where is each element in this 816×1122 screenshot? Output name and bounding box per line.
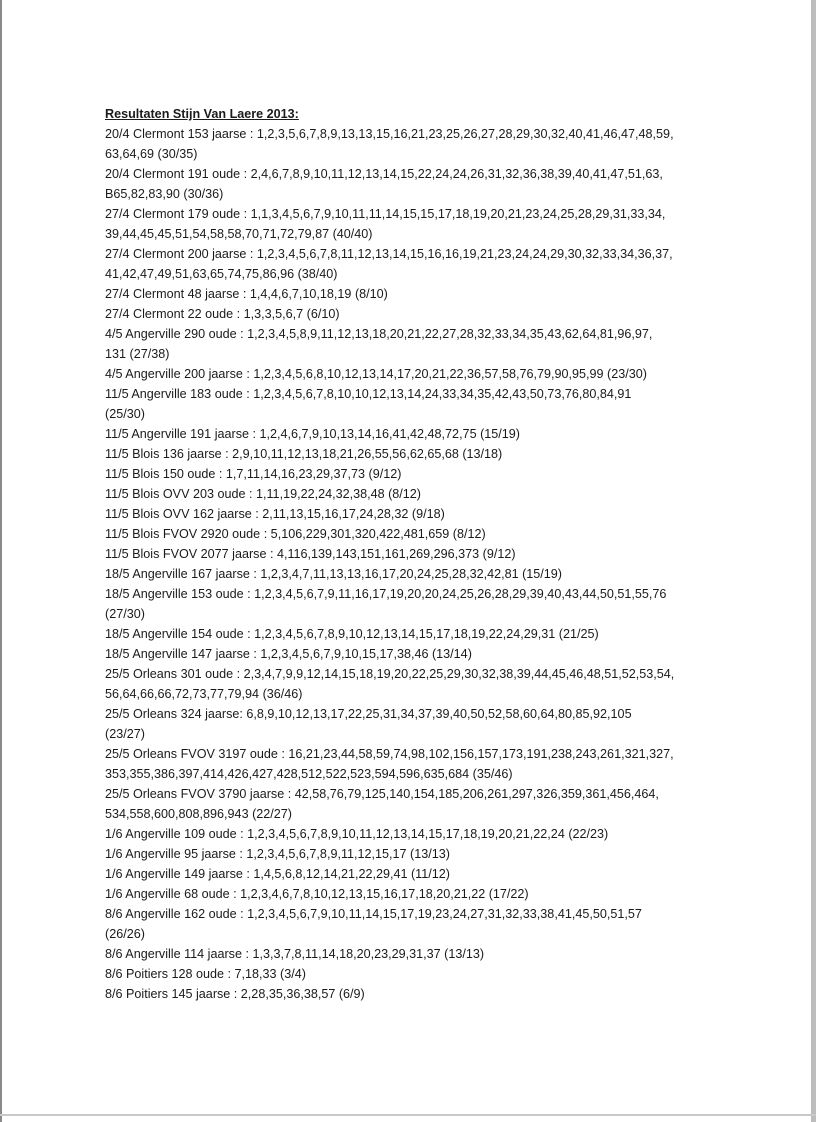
result-entry [105,884,705,904]
result-line: 27/4 Clermont 200 jaarse : 1,2,3,4,5,6,7,8,11,12,13,14,15,16,16,19,21,23,24,24,29,30,32,33,34,36,37, [105,247,673,261]
result-entry [105,544,705,564]
result-line: B65,82,83,90 (30/36) [105,187,224,201]
result-line: 25/5 Orleans FVOV 3790 jaarse : 42,58,76,79,125,140,154,185,206,261,297,326,359,361,456,464, [105,787,659,801]
result-line: 27/4 Clermont 22 oude : 1,3,3,5,6,7 (6/10) [105,307,340,321]
result-line: 25/5 Orleans 324 jaarse: 6,8,9,10,12,13,17,22,25,31,34,37,39,40,50,52,58,60,64,80,85,92,105 [105,707,632,721]
result-entry [105,364,705,384]
result-line: 27/4 Clermont 179 oude : 1,1,3,4,5,6,7,9,10,11,11,14,15,15,17,18,19,20,21,23,24,25,28,29,31,33,34, [105,207,666,221]
result-line: 4/5 Angerville 200 jaarse : 1,2,3,4,5,6,8,10,12,13,14,17,20,21,22,36,57,58,76,79,90,95,99 (23/30) [105,367,647,381]
result-entry [105,824,705,844]
result-entry [105,324,705,364]
result-entry [105,464,705,484]
result-line: 4/5 Angerville 290 oude : 1,2,3,4,5,8,9,11,12,13,18,20,21,22,27,28,32,33,34,35,43,62,64,81,96,97, [105,327,653,341]
result-line: 8/6 Poitiers 145 jaarse : 2,28,35,36,38,57 (6/9) [105,987,365,1001]
result-line: 11/5 Blois FVOV 2920 oude : 5,106,229,301,320,422,481,659 (8/12) [105,527,486,541]
result-entry [105,944,705,964]
result-line: (23/27) [105,727,145,741]
result-line: (26/26) [105,927,145,941]
result-entry [105,744,705,784]
result-line: 1/6 Angerville 149 jaarse : 1,4,5,6,8,12,14,21,22,29,41 (11/12) [105,867,450,881]
result-line: (25/30) [105,407,145,421]
result-entry [105,564,705,584]
result-entry [105,984,705,1004]
result-entry [105,844,705,864]
result-line: 11/5 Blois 136 jaarse : 2,9,10,11,12,13,18,21,26,55,56,62,65,68 (13/18) [105,447,503,461]
result-entry [105,284,705,304]
result-line: 56,64,66,66,72,73,77,79,94 (36/46) [105,687,303,701]
results-list [105,124,705,1004]
result-entry [105,624,705,644]
document-title: Resultaten Stijn Van Laere 2013: [105,107,299,121]
result-entry [105,964,705,984]
result-line: 20/4 Clermont 153 jaarse : 1,2,3,5,6,7,8,9,13,13,15,16,21,23,25,26,27,28,29,30,32,40,41,46,47,48,59, [105,127,674,141]
result-line: 8/6 Angerville 162 oude : 1,2,3,4,5,6,7,9,10,11,14,15,17,19,23,24,27,31,32,33,38,41,45,50,51,57 [105,907,642,921]
result-entry [105,124,705,164]
result-line: 27/4 Clermont 48 jaarse : 1,4,4,6,7,10,18,19 (8/10) [105,287,388,301]
result-line: 63,64,69 (30/35) [105,147,198,161]
result-entry [105,244,705,284]
result-entry [105,864,705,884]
result-line: 11/5 Blois 150 oude : 1,7,11,14,16,23,29,37,73 (9/12) [105,467,402,481]
result-line: 1/6 Angerville 68 oude : 1,2,3,4,6,7,8,10,12,13,15,16,17,18,20,21,22 (17/22) [105,887,529,901]
result-line: 131 (27/38) [105,347,170,361]
result-line: 25/5 Orleans 301 oude : 2,3,4,7,9,9,12,14,15,18,19,20,22,25,29,30,32,38,39,44,45,46,48,51,52,53,54, [105,667,675,681]
result-entry [105,384,705,424]
result-entry [105,704,705,744]
result-line: 11/5 Blois FVOV 2077 jaarse : 4,116,139,143,151,161,269,296,373 (9/12) [105,547,516,561]
scan-border-left [0,0,2,1122]
result-line: 353,355,386,397,414,426,427,428,512,522,523,594,596,635,684 (35/46) [105,767,513,781]
result-entry [105,784,705,824]
result-entry [105,444,705,464]
result-entry [105,204,705,244]
result-entry [105,644,705,664]
result-line: 11/5 Blois OVV 203 oude : 1,11,19,22,24,32,38,48 (8/12) [105,487,422,501]
result-line: 11/5 Angerville 183 oude : 1,2,3,4,5,6,7,8,10,10,12,13,14,24,33,34,35,42,43,50,73,76,80,84,91 [105,387,632,401]
result-entry [105,304,705,324]
result-line: 18/5 Angerville 153 oude : 1,2,3,4,5,6,7,9,11,16,17,19,20,20,24,25,26,28,29,39,40,43,44,50,51,55,76 [105,587,667,601]
result-line: 534,558,600,808,896,943 (22/27) [105,807,292,821]
result-entry [105,664,705,704]
result-line: 11/5 Angerville 191 jaarse : 1,2,4,6,7,9,10,13,14,16,41,42,48,72,75 (15/19) [105,427,520,441]
result-line: 8/6 Poitiers 128 oude : 7,18,33 (3/4) [105,967,306,981]
result-line: 41,42,47,49,51,63,65,74,75,86,96 (38/40) [105,267,338,281]
result-line: 39,44,45,45,51,54,58,58,70,71,72,79,87 (40/40) [105,227,373,241]
result-entry [105,904,705,944]
result-entry [105,424,705,444]
result-line: 25/5 Orleans FVOV 3197 oude : 16,21,23,44,58,59,74,98,102,156,157,173,191,238,243,261,321,327, [105,747,674,761]
result-line: 1/6 Angerville 95 jaarse : 1,2,3,4,5,6,7,8,9,11,12,15,17 (13/13) [105,847,450,861]
scan-border-right [811,0,816,1122]
result-entry [105,484,705,504]
result-entry [105,584,705,624]
result-line: 8/6 Angerville 114 jaarse : 1,3,3,7,8,11,14,18,20,23,29,31,37 (13/13) [105,947,485,961]
result-entry [105,524,705,544]
result-line: 11/5 Blois OVV 162 jaarse : 2,11,13,15,16,17,24,28,32 (9/18) [105,507,445,521]
result-line: 18/5 Angerville 167 jaarse : 1,2,3,4,7,11,13,13,16,17,20,24,25,28,32,42,81 (15/19) [105,567,562,581]
result-line: 1/6 Angerville 109 oude : 1,2,3,4,5,6,7,8,9,10,11,12,13,14,15,17,18,19,20,21,22,24 (22/23) [105,827,609,841]
document-body [105,104,705,1004]
result-line: 18/5 Angerville 147 jaarse : 1,2,3,4,5,6,7,9,10,15,17,38,46 (13/14) [105,647,472,661]
result-entry [105,164,705,204]
result-line: 20/4 Clermont 191 oude : 2,4,6,7,8,9,10,11,12,13,14,15,22,24,24,26,31,32,36,38,39,40,41,47,51,63, [105,167,663,181]
scan-border-bottom [0,1114,816,1116]
result-line: 18/5 Angerville 154 oude : 1,2,3,4,5,6,7,8,9,10,12,13,14,15,17,18,19,22,24,29,31 (21/25) [105,627,599,641]
result-line: (27/30) [105,607,145,621]
result-entry [105,504,705,524]
